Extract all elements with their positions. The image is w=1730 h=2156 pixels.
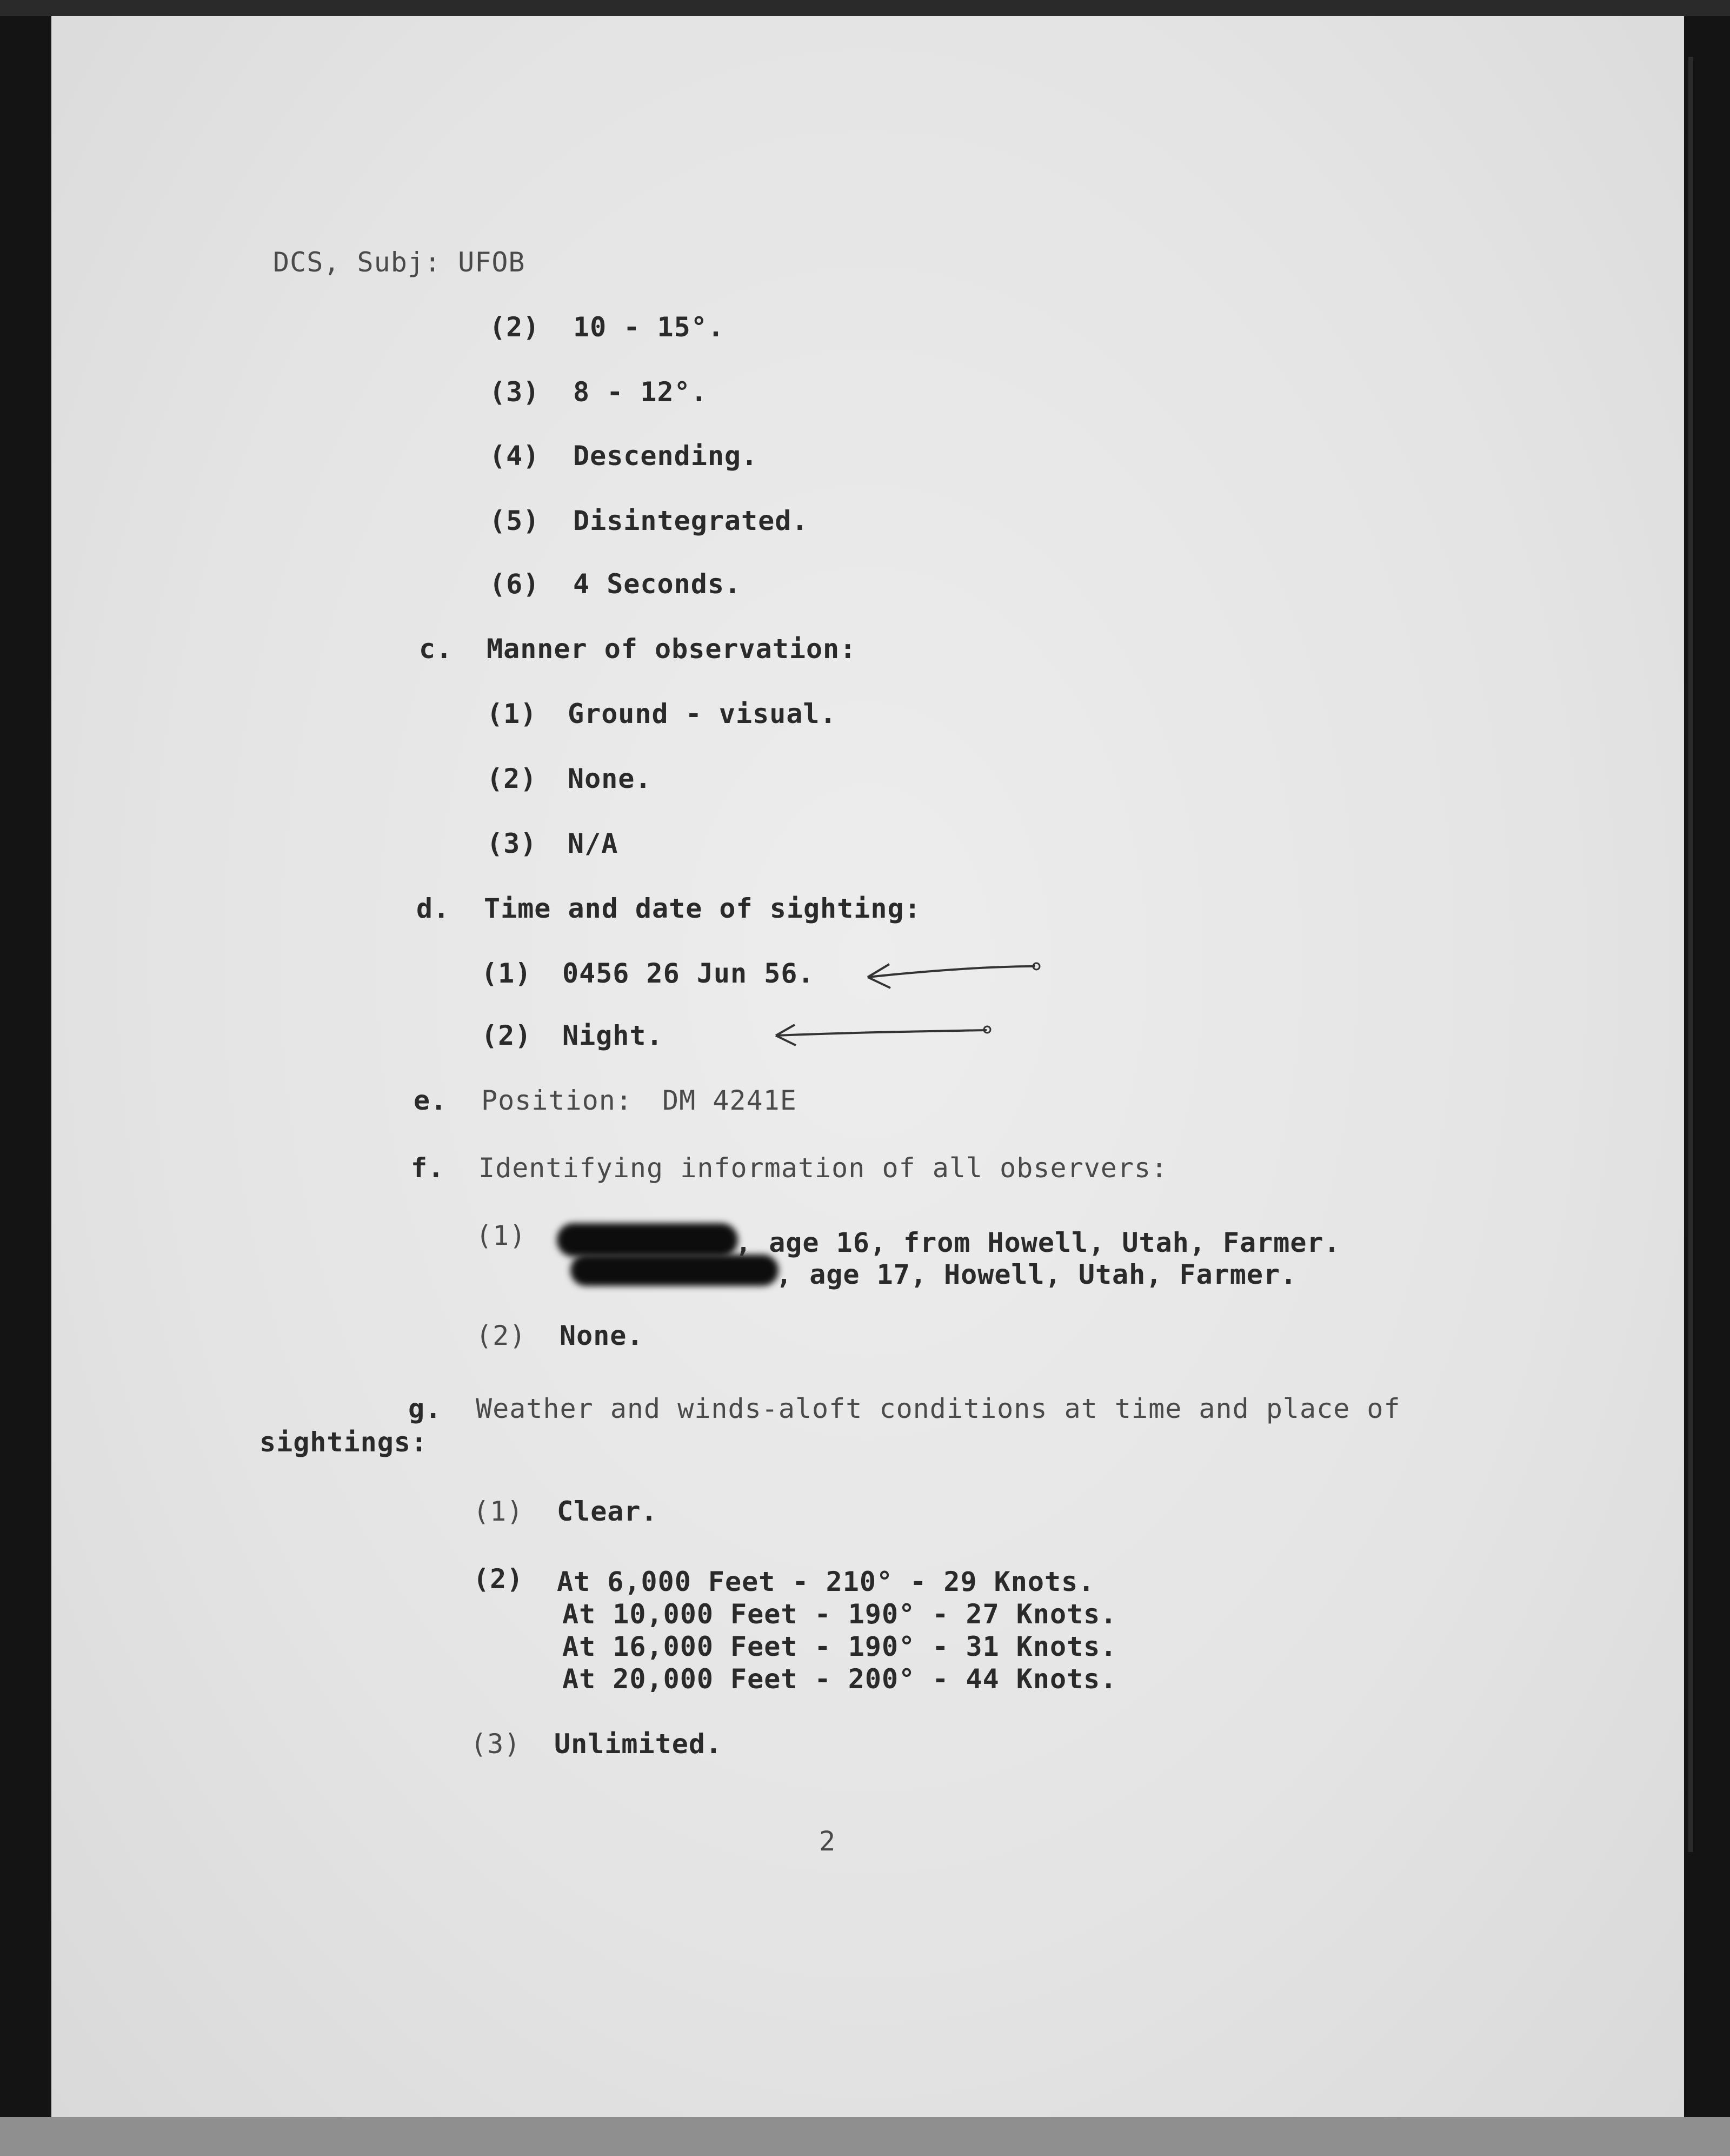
- item-text: Disintegrated.: [573, 505, 809, 536]
- observer-info: , age 17, Howell, Utah, Farmer.: [776, 1259, 1298, 1290]
- item-text: Clear.: [557, 1496, 658, 1527]
- item-text: 0456 26 Jun 56.: [562, 958, 815, 989]
- section-letter: g.: [408, 1393, 442, 1424]
- redaction-bar: [570, 1255, 778, 1286]
- scan-bottom-edge: [0, 2117, 1730, 2156]
- scan-top-edge: [0, 0, 1730, 16]
- item-number: (1): [476, 1220, 527, 1251]
- position-value: DM 4241E: [662, 1085, 797, 1116]
- winds-line: At 20,000 Feet - 200° - 44 Knots.: [562, 1663, 1117, 1695]
- observer-info: , age 16, from Howell, Utah, Farmer.: [735, 1227, 1341, 1258]
- item-text: 8 - 12°.: [573, 376, 708, 408]
- page-header: DCS, Subj: UFOB: [273, 247, 525, 278]
- handwritten-arrow-icon: [857, 954, 1041, 992]
- item-number: (1): [487, 698, 537, 729]
- item-text: 4 Seconds.: [573, 568, 742, 600]
- item-number: (1): [473, 1496, 524, 1527]
- item-number: (3): [489, 376, 540, 408]
- item-number: (3): [470, 1728, 521, 1760]
- item-number: (2): [473, 1563, 524, 1595]
- page-number: 2: [819, 1826, 836, 1857]
- item-text: Ground - visual.: [568, 698, 837, 729]
- item-text: None.: [568, 763, 652, 794]
- item-number: (4): [489, 440, 540, 472]
- item-text: None.: [560, 1320, 644, 1351]
- item-number: (2): [487, 763, 537, 794]
- section-letter: c.: [419, 633, 453, 665]
- item-text: 10 - 15°.: [573, 311, 724, 343]
- section-heading-cont: sightings:: [260, 1427, 428, 1458]
- item-number: (3): [487, 828, 537, 859]
- section-heading: Time and date of sighting:: [484, 893, 921, 924]
- item-number: (1): [481, 958, 532, 989]
- section-heading: Weather and winds-aloft conditions at time and place of: [476, 1393, 1401, 1424]
- redaction-bar: [557, 1223, 738, 1257]
- item-number: (2): [489, 311, 540, 343]
- section-letter: f.: [411, 1152, 445, 1184]
- section-heading: Position:: [481, 1085, 633, 1116]
- handwritten-arrow-icon: [765, 1019, 992, 1052]
- winds-line: At 6,000 Feet - 210° - 29 Knots.: [557, 1566, 1095, 1597]
- document-page: [51, 16, 1684, 2117]
- item-text: Night.: [562, 1020, 663, 1051]
- item-text: Unlimited.: [554, 1728, 723, 1760]
- item-text: Descending.: [573, 440, 758, 472]
- item-number: (2): [481, 1020, 532, 1051]
- margin-rule: [1688, 57, 1693, 1852]
- winds-line: At 10,000 Feet - 190° - 27 Knots.: [562, 1598, 1117, 1630]
- item-text: N/A: [568, 828, 618, 859]
- section-heading: Manner of observation:: [487, 633, 857, 665]
- section-heading: Identifying information of all observers:: [478, 1152, 1168, 1184]
- item-number: (5): [489, 505, 540, 536]
- winds-line: At 16,000 Feet - 190° - 31 Knots.: [562, 1631, 1117, 1662]
- item-number: (6): [489, 568, 540, 600]
- section-letter: e.: [414, 1085, 448, 1116]
- section-letter: d.: [416, 893, 450, 924]
- item-number: (2): [476, 1320, 527, 1351]
